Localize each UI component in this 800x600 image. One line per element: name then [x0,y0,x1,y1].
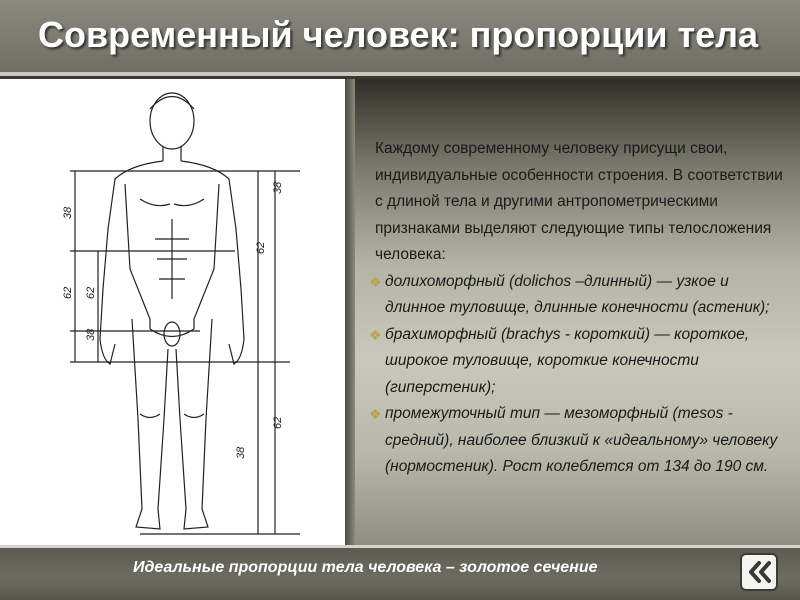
list-item-text: брахиморфный (brachys - короткий) — короткое, широкое туловище, короткие конечности (гиперстеник); [385,325,750,396]
header-bar [0,0,800,78]
page-title: Современный человек: пропорции тела [38,14,759,55]
measurement-label-right-inner-bottom: 38 [235,446,247,459]
measurement-label-right-outer-bottom: 62 [272,416,284,429]
list-item [369,269,789,322]
panel-divider [345,79,355,545]
measurement-label-right-outer-top: 38 [272,181,284,194]
measurement-label-left-inner-bottom: 38 [85,328,97,341]
footer-caption: Идеальные пропорции тела человека – золотое сечение [133,559,598,576]
list-item-text: долихоморфный (dolichos –длинный) — узкое и длинное туловище, длинные конечности (астеник); [385,272,770,316]
diamond-bullet-icon: ❖ [369,326,382,343]
human-figure-illustration [0,79,345,545]
measurement-label-right-inner-top: 62 [255,241,267,254]
text-panel [355,79,800,545]
list-item [369,322,789,402]
list-item [369,401,789,481]
measurement-label-left-outer-bottom: 62 [62,286,74,299]
diamond-bullet-icon: ❖ [369,406,382,422]
bullet-list [369,269,789,481]
footer-divider [0,545,800,548]
measurement-label-left-inner-top: 62 [85,286,97,299]
footer-bar [0,545,800,600]
body-text [369,136,789,481]
list-item-text: промежуточный тип — мезоморфный (mesos - средний), наиболее близкий к «идеальному» человеку (нормостеник). Рост колеблется от 134 до 190 см. [385,405,778,475]
body-proportions-figure [0,79,345,545]
double-chevron-left-icon [742,555,776,589]
measurement-label-left-outer-top: 38 [62,206,74,219]
diamond-bullet-icon: ❖ [369,273,382,290]
back-button[interactable] [740,553,778,591]
intro-paragraph: Каждому современному человеку присущи свои, индивидуальные особенности строения. В соответствии с длиной тела и другими антропометрическими признаками выделяют следующие типы телосложения человека: [375,140,783,263]
